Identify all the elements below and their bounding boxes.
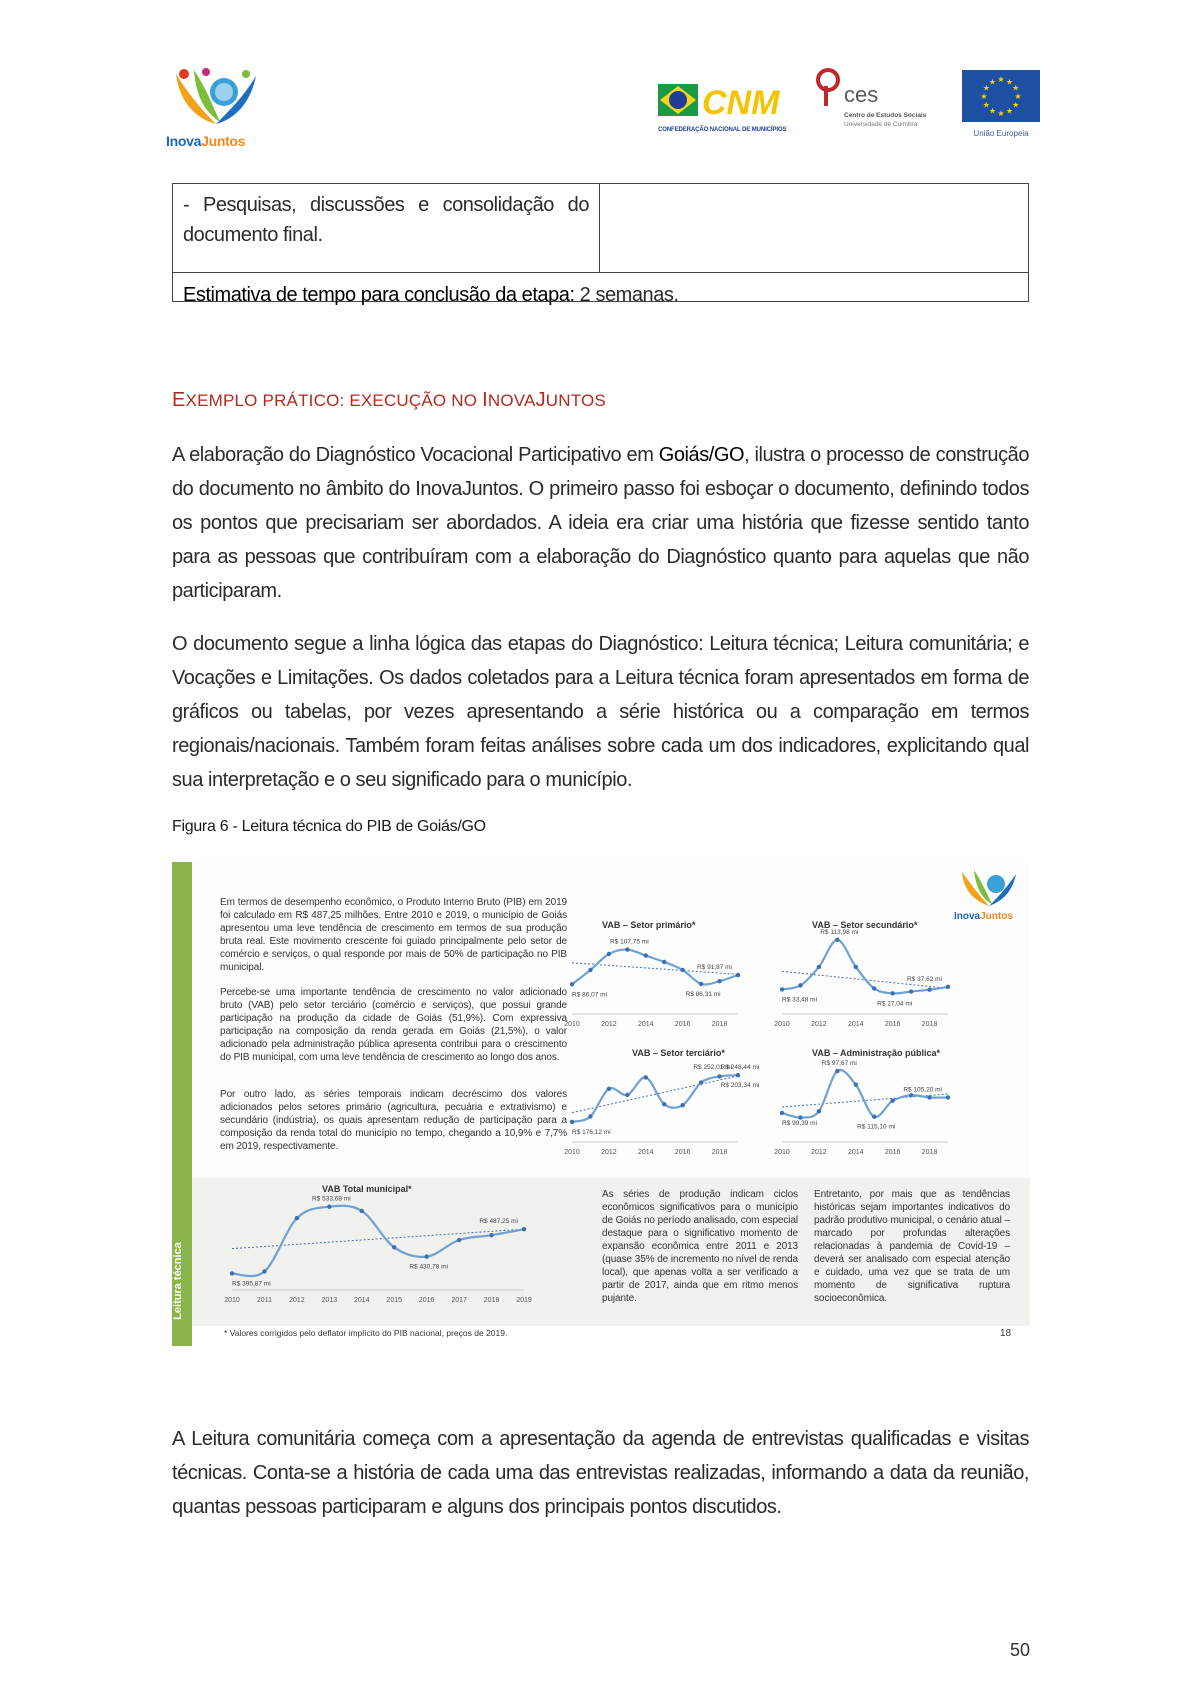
figure-text-pandemic: Entretanto, por mais que as tendências históricas sejam importantes indicativos do padrão produtivo municipal, o cenário atual – marcado por profundas alterações relacionadas à pandemia de Covid-19 – deverá ser analisado com especial atenção e cuidado, uma vez que se trata de um momento de significativa ruptura socioeconômica. xyxy=(814,1189,1010,1304)
chart-tick-label: 2018 xyxy=(711,1149,728,1156)
chart-tick-label: 2018 xyxy=(711,1021,728,1028)
figure-caption: Figura 6 - Leitura técnica do PIB de Goiás/GO xyxy=(172,818,486,835)
cnm-subtitle: CONFEDERAÇÃO NACIONAL DE MUNICÍPIOS xyxy=(658,127,787,133)
chart-data-point xyxy=(588,968,592,972)
chart-data-point xyxy=(927,1095,931,1099)
steps-table xyxy=(172,183,1029,306)
chart-data-label: R$ 487,25 mi xyxy=(479,1218,518,1226)
eu-flag-icon xyxy=(962,70,1040,122)
chart-data-point xyxy=(872,1114,876,1118)
chart-data-point xyxy=(717,1074,721,1078)
chart-data-point xyxy=(230,1271,234,1275)
chart-data-point xyxy=(424,1254,428,1258)
figure-pib-goias xyxy=(172,862,1030,1346)
chart-data-label: R$ 115,10 mi xyxy=(857,1123,896,1131)
chart-data-point xyxy=(644,1075,648,1079)
chart-data-label: R$ 248,44 mi xyxy=(720,1064,760,1072)
chart-tick-label: 2017 xyxy=(451,1297,467,1304)
chart-title: VAB – Administração pública* xyxy=(812,1048,941,1058)
chart-series-line xyxy=(232,1206,524,1276)
eu-star-icon: ★ xyxy=(980,92,988,101)
chart-title: VAB Total municipal* xyxy=(322,1184,412,1194)
chart-tick-label: 2014 xyxy=(847,1021,864,1028)
chart-tick-label: 2010 xyxy=(564,1021,580,1028)
chart-data-point xyxy=(854,965,858,969)
eu-star-icon: ★ xyxy=(988,106,997,116)
chart-data-label: R$ 252,01 mi xyxy=(693,1064,732,1072)
chart-data-point xyxy=(946,1095,950,1099)
figure-charts xyxy=(172,862,1030,1346)
chart-data-point xyxy=(625,1093,629,1097)
figure-side-label: Leitura técnica xyxy=(172,1242,184,1320)
chart-data-point xyxy=(588,1114,592,1118)
chart-tick-label: 2010 xyxy=(774,1149,790,1156)
chart-title: VAB – Setor terciário* xyxy=(632,1048,725,1058)
chart-data-point xyxy=(392,1245,396,1249)
chart-data-point xyxy=(946,985,950,989)
chart-data-point xyxy=(360,1209,364,1213)
chart-data-point xyxy=(262,1269,266,1273)
eu-star-icon: ★ xyxy=(1012,100,1020,110)
cnm-emblem-icon xyxy=(658,78,788,122)
chart-tick-label: 2012 xyxy=(289,1297,305,1304)
chart-data-label: R$ 105,20 mi xyxy=(903,1086,942,1094)
inovajuntos-name-part1: Inova xyxy=(166,133,202,149)
figure-text-pib: Em termos de desempenho econômico, o Produto Interno Bruto (PIB) em 2019 foi calculado em R$ 487,25 milhões. Entre 2010 e 2019, o município de Goiás apresentou uma leve tendência de crescimento em termos de sua produção bruta real. Este movimento crescente foi guiado principalmente pelo setor de comércio e serviços, o qual responde por mais de 50% de participação no PIB municipal. xyxy=(220,897,567,973)
eu-star-icon: ★ xyxy=(1005,106,1014,116)
chart-data-label: R$ 27,04 mi xyxy=(877,1000,913,1008)
chart-data-point xyxy=(890,991,894,995)
chart-data-point xyxy=(680,1103,684,1107)
eu-star-icon: ★ xyxy=(997,75,1005,84)
chart-tick-label: 2014 xyxy=(847,1149,864,1156)
eu-star-icon: ★ xyxy=(1014,92,1022,101)
chart-data-label: R$ 33,48 mi xyxy=(782,996,818,1004)
inovajuntos-name-part2: Juntos xyxy=(201,133,246,149)
chart-data-point xyxy=(680,968,684,972)
chart-tick-label: 2014 xyxy=(637,1149,654,1156)
chart-data-label: R$ 176,12 mi xyxy=(572,1128,611,1136)
chart-data-point xyxy=(780,1111,784,1115)
estimate-value: 2 semanas. xyxy=(574,284,679,306)
chart-tick-label: 2016 xyxy=(884,1021,901,1028)
chart-tick-label: 2016 xyxy=(674,1149,691,1156)
chart-tick-label: 2010 xyxy=(564,1149,580,1156)
chart-tick-label: 2012 xyxy=(601,1021,617,1028)
table-row-estimate xyxy=(173,272,1028,306)
table-cell-empty xyxy=(600,184,1028,272)
table-cell xyxy=(173,184,600,272)
chart-tick-label: 2019 xyxy=(516,1297,532,1304)
ces-logo xyxy=(814,68,934,138)
chart-title: VAB – Setor secundário* xyxy=(812,920,918,930)
chart-data-point xyxy=(662,1102,666,1106)
chart-title: VAB – Setor primário* xyxy=(602,920,696,930)
page-number: 50 xyxy=(1010,1640,1031,1660)
eu-star-icon: ★ xyxy=(982,100,990,110)
chart-data-point xyxy=(607,952,611,956)
figure-text-cycles: As séries de produção indicam ciclos econômicos significativos para o município de Goiás no período analisado, com especial destaque para o significativo momento de expansão econômica entre 2011 e 2013 (quase 35% de incremento no nível de renda local), que apenas volta a ser verificado a partir de 2017, ainda que em ritmo menos pujante. xyxy=(602,1189,798,1304)
chart-tick-label: 2015 xyxy=(386,1297,403,1304)
chart-data-label: R$ 97,67 mi xyxy=(821,1060,857,1068)
chart-tick-label: 2013 xyxy=(321,1297,338,1304)
chart-data-label: R$ 395,87 mi xyxy=(232,1280,271,1288)
eu-star-icon: ★ xyxy=(982,83,990,93)
chart-data-point xyxy=(295,1216,299,1220)
chart-tick-label: 2012 xyxy=(811,1149,827,1156)
chart-series-line xyxy=(782,1070,948,1118)
chart-data-point xyxy=(570,1120,574,1124)
chart-data-label: R$ 113,98 mi xyxy=(820,928,859,936)
chart-data-point xyxy=(699,1080,703,1084)
eu-label: União Europeia xyxy=(973,129,1029,138)
eu-star-icon: ★ xyxy=(997,109,1005,118)
chart-data-label: R$ 37,62 mi xyxy=(906,975,942,983)
chart-data-point xyxy=(662,960,666,964)
chart-tick-label: 2014 xyxy=(637,1021,654,1028)
chart-data-point xyxy=(625,947,629,951)
chart-data-point xyxy=(736,973,740,977)
chart-tick-label: 2018 xyxy=(921,1149,938,1156)
estimate-label: Estimativa de tempo para conclusão da etapa: xyxy=(183,284,575,306)
figure-footnote: * Valores corrigidos pelo deflator implícito do PIB nacional, preços de 2019. xyxy=(224,1328,508,1338)
chart-data-point xyxy=(817,965,821,969)
figure-text-vab: Percebe-se uma importante tendência de crescimento no valor adicionado bruto (VAB) pelo setor terciário (comércio e serviços), que possui grande participação na produção da cidade de Goiás (51,9%). Com expressiva participação na composição da renda gerada em Goiás (21,5%), o valor adicionado pela administração pública apresenta contribui para o crescimento do PIB municipal, com uma leve tendência de crescimento ao longo dos anos. xyxy=(220,987,567,1063)
ces-emblem-icon xyxy=(814,68,848,108)
paragraph-intro: A elaboração do Diagnóstico Vocacional Participativo em Goiás/GO, ilustra o processo de construção do documento no âmbito do InovaJuntos. O primeiro passo foi esboçar o documento, definindo todos os pontos que precisariam ser abordados. A ideia era criar uma história que fizesse sentido tanto para as pessoas que contribuíram com a elaboração do Diagnóstico quanto para aquelas que não participaram. xyxy=(172,444,1029,602)
chart-tick-label: 2010 xyxy=(224,1297,240,1304)
chart-data-point xyxy=(607,1087,611,1091)
chart-data-point xyxy=(736,1073,740,1077)
chart-tick-label: 2012 xyxy=(601,1149,617,1156)
section-heading: EXEMPLO PRÁTICO: EXECUÇÃO NO INOVAJUNTOS xyxy=(172,389,606,411)
chart-data-point xyxy=(489,1233,493,1237)
figure-page-number: 18 xyxy=(1000,1328,1012,1339)
chart-data-point xyxy=(817,1109,821,1113)
chart-data-point xyxy=(854,1082,858,1086)
chart-data-point xyxy=(909,1093,913,1097)
chart-data-label: R$ 86,07 mi xyxy=(572,991,608,999)
figure-text-sectors: Por outro lado, as séries temporais indicam decréscimo dos valores adicionados pelos setores primário (agricultura, pecuária e extrativismo) e secundário (indústria), os quais apresentam redução de participação para a composição da renda total do município no tempo, chegando a 10,9% e 7,7% em 2019, respectivamente. xyxy=(220,1089,567,1152)
ces-title: ces xyxy=(844,82,879,107)
chart-tick-label: 2012 xyxy=(811,1021,827,1028)
chart-data-label: R$ 99,39 mi xyxy=(782,1119,818,1127)
chart-tick-label: 2016 xyxy=(884,1149,901,1156)
eu-star-icon: ★ xyxy=(1012,83,1020,93)
chart-tick-label: 2016 xyxy=(674,1021,691,1028)
chart-data-point xyxy=(570,982,574,986)
eu-star-icon: ★ xyxy=(1005,77,1014,87)
figure-inovajuntos-logo: InovaJuntos xyxy=(954,868,1024,926)
chart-data-point xyxy=(699,982,703,986)
chart-data-point xyxy=(457,1238,461,1242)
chart-data-point xyxy=(644,953,648,957)
cnm-title: CNM xyxy=(702,84,780,122)
chart-data-point xyxy=(835,1069,839,1073)
chart-trend-line xyxy=(232,1229,524,1249)
ces-line1: Centro de Estudos Sociais xyxy=(844,112,927,119)
paragraph-structure: O documento segue a linha lógica das etapas do Diagnóstico: Leitura técnica; Leitura comunitária; e Vocações e Limitações. Os dados coletados para a Leitura técnica foram apresentados em forma de gráficos ou tabelas, por vezes apresentando a série histórica ou a comparação em termos regionais/nacionais. Também foram feitas análises sobre cada um dos indicadores, explicitando qual sua interpretação e o seu significado para o município. xyxy=(172,633,1029,791)
chart-tick-label: 2010 xyxy=(774,1021,790,1028)
inovajuntos-logo xyxy=(166,66,266,150)
chart-data-label: R$ 533,68 mi xyxy=(311,1195,351,1203)
chart-data-point xyxy=(835,938,839,942)
inovajuntos-emblem-icon xyxy=(166,66,266,128)
chart-data-point xyxy=(522,1227,526,1231)
chart-data-point xyxy=(717,979,721,983)
cnm-logo xyxy=(658,78,788,136)
chart-series-line xyxy=(572,1075,738,1122)
chart-data-label: R$ 86,31 mi xyxy=(685,990,721,998)
chart-data-label: R$ 203,34 mi xyxy=(720,1082,760,1090)
eu-star-icon: ★ xyxy=(988,77,997,87)
chart-tick-label: 2018 xyxy=(921,1021,938,1028)
chart-data-label: R$ 430,78 mi xyxy=(409,1263,449,1271)
chart-data-point xyxy=(890,1098,894,1102)
chart-data-point xyxy=(909,989,913,993)
chart-data-label: R$ 107,75 mi xyxy=(609,938,649,946)
chart-data-label: R$ 91,87 mi xyxy=(696,964,732,972)
chart-data-point xyxy=(927,987,931,991)
chart-tick-label: 2014 xyxy=(353,1297,370,1304)
european-union-logo xyxy=(962,70,1042,138)
chart-tick-label: 2011 xyxy=(256,1297,272,1304)
chart-data-point xyxy=(872,986,876,990)
chart-data-point xyxy=(780,987,784,991)
paragraph-community-reading: A Leitura comunitária começa com a apresentação da agenda de entrevistas qualificadas e visitas técnicas. Conta-se a história de cada uma das entrevistas realizadas, informando a data da reunião, quantas pessoas participaram e alguns dos principais pontos discutidos. xyxy=(172,1428,1029,1518)
chart-tick-label: 2016 xyxy=(418,1297,435,1304)
table-cell-text: - Pesquisas, discussões e consolidação do documento final. xyxy=(183,194,589,246)
chart-tick-label: 2018 xyxy=(483,1297,500,1304)
ces-line2: Universidade de Coimbra xyxy=(844,121,918,128)
chart-data-point xyxy=(327,1205,331,1209)
chart-data-point xyxy=(798,983,802,987)
